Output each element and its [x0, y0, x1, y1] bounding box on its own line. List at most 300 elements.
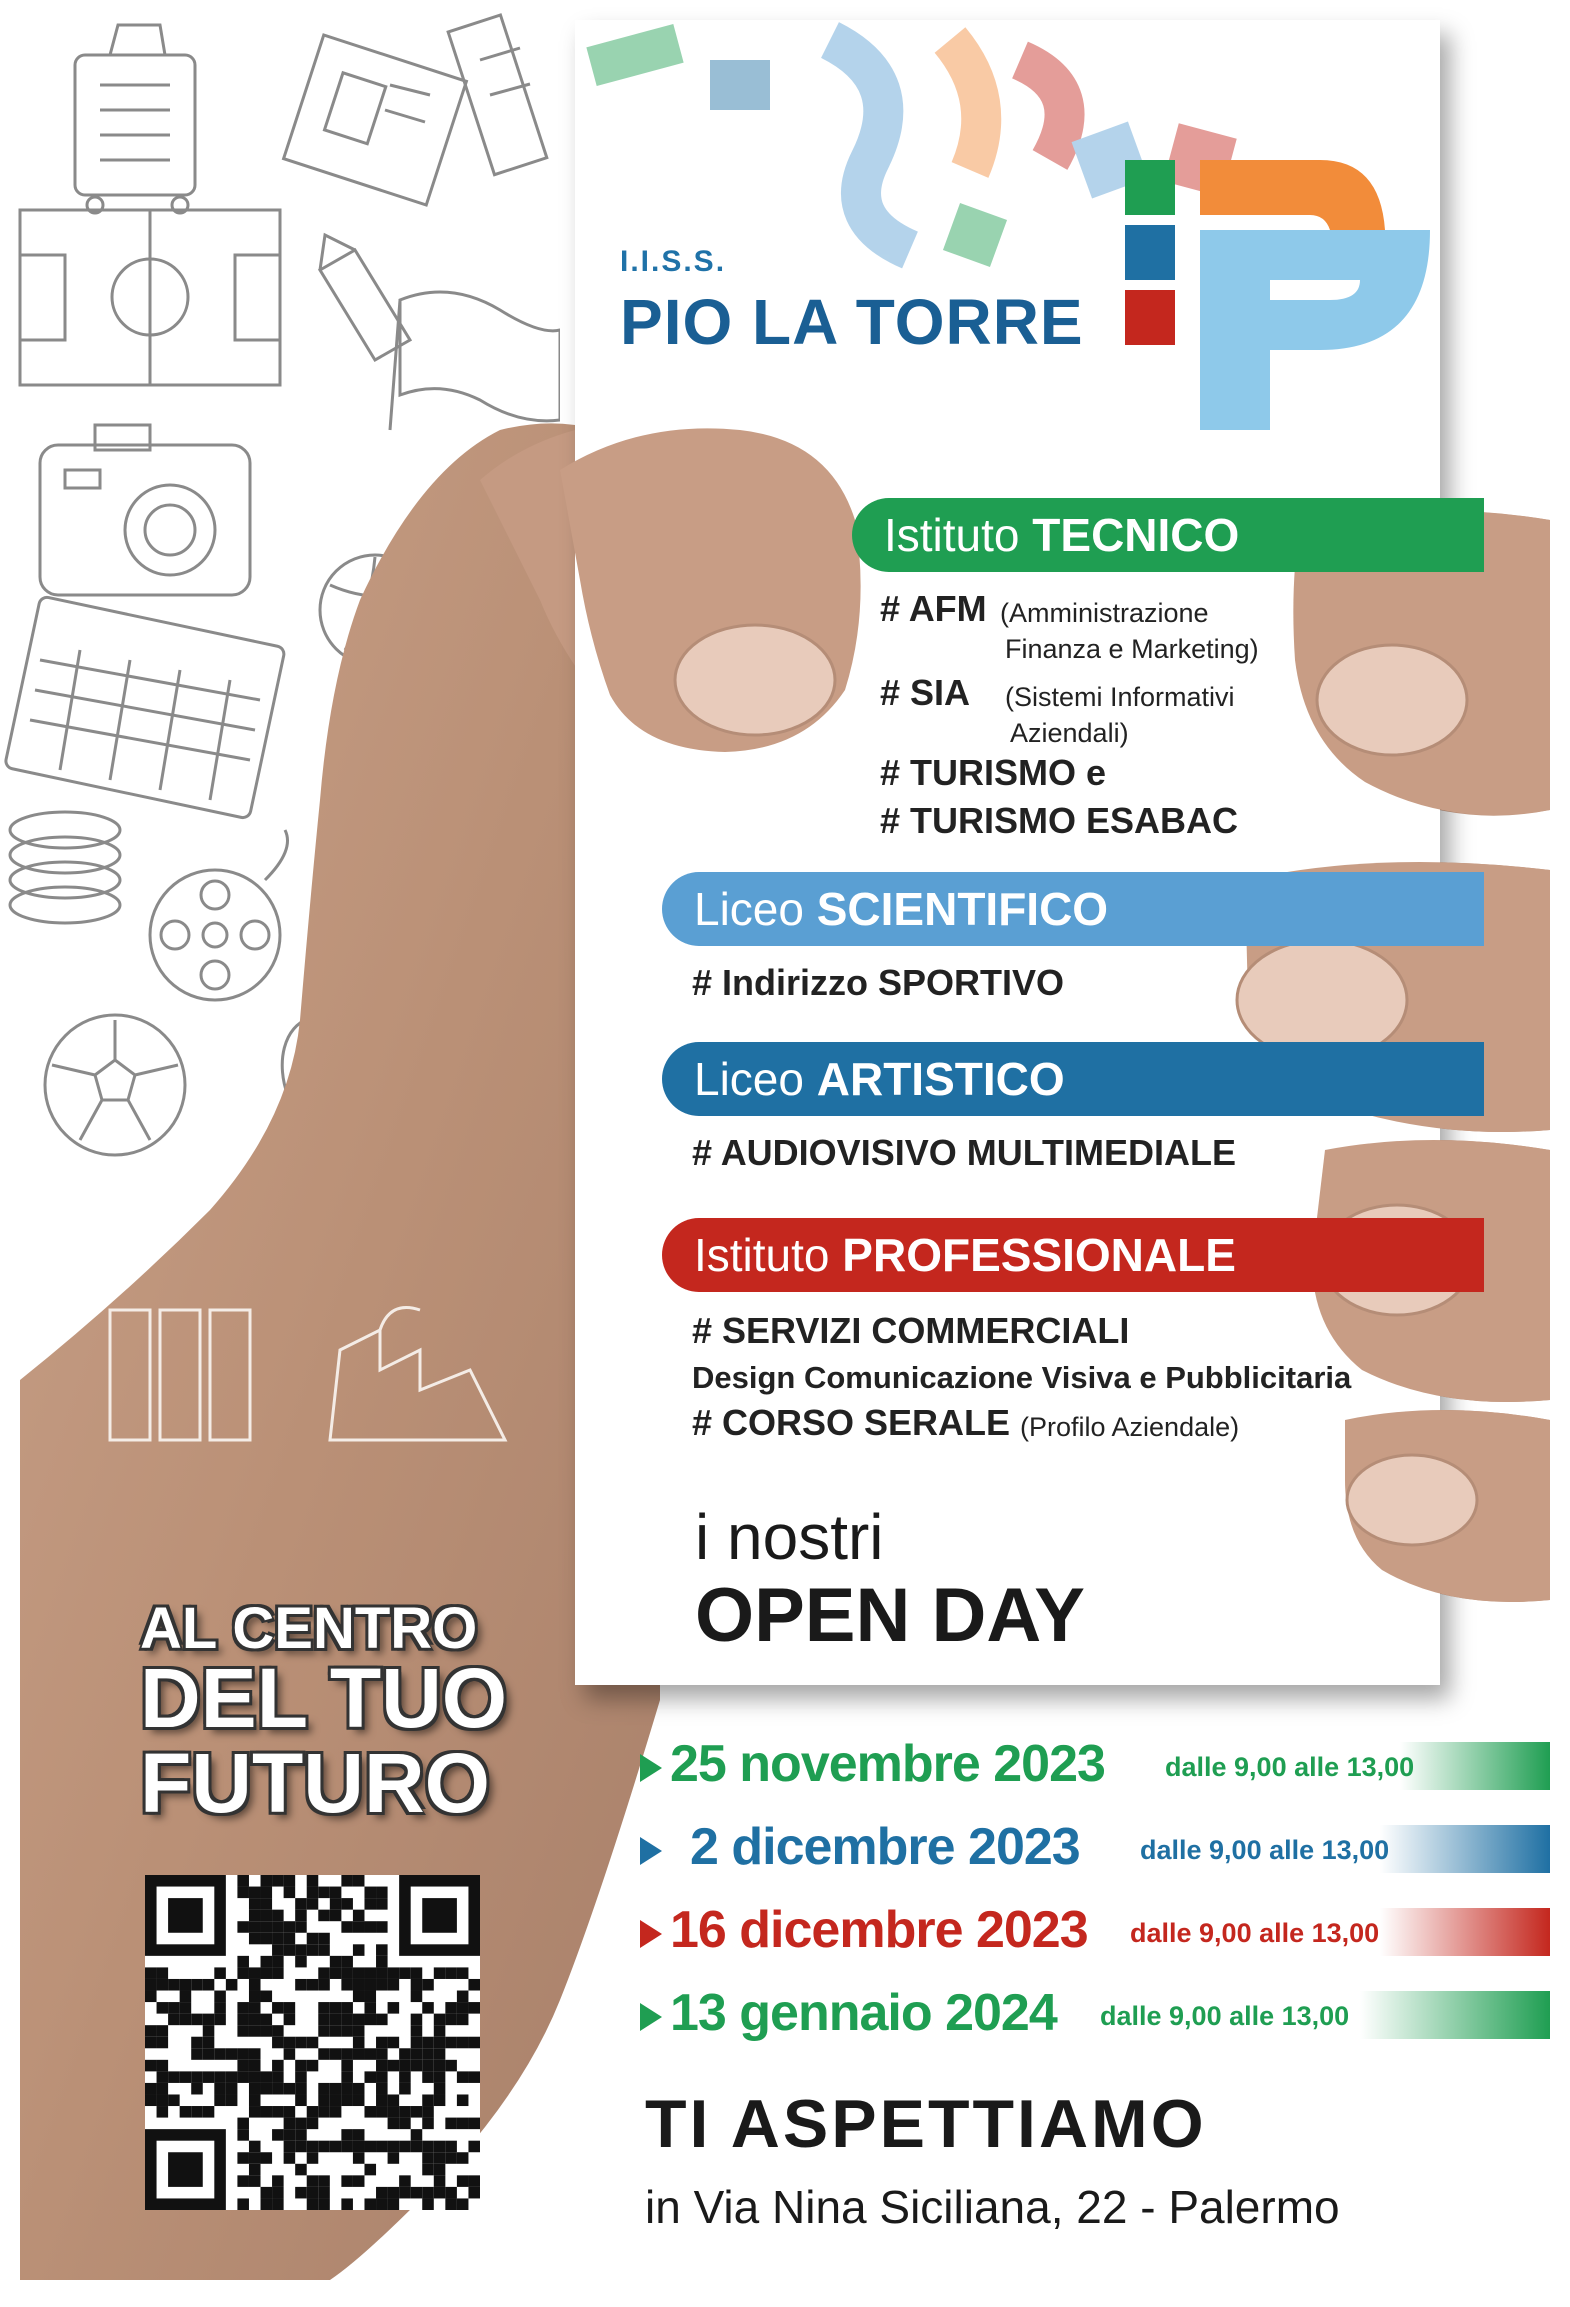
qr-module	[376, 2198, 388, 2210]
qr-module	[468, 2175, 480, 2187]
qr-module	[249, 2094, 261, 2106]
qr-module	[457, 2002, 469, 2014]
qr-module	[145, 1979, 157, 1991]
qr-module	[157, 2060, 169, 2072]
qr-module	[157, 1967, 169, 1979]
qr-module	[445, 2002, 457, 2014]
qr-module	[261, 2083, 273, 2095]
qr-module	[191, 2048, 203, 2060]
qr-module	[422, 2164, 434, 2176]
qr-module	[237, 2071, 249, 2083]
open-day-intro: i nostri	[695, 1501, 884, 1573]
slogan-line-3: FUTURO	[140, 1736, 490, 1830]
qr-module	[157, 2083, 169, 2095]
qr-module	[422, 2094, 434, 2106]
qr-module	[376, 1898, 388, 1910]
qr-module	[237, 2175, 249, 2187]
qr-module	[388, 2002, 400, 2014]
qr-module	[434, 2071, 446, 2083]
qr-module	[376, 1956, 388, 1968]
qr-module	[295, 2164, 307, 2176]
date-text: 2 dicembre 2023	[690, 1818, 1080, 1876]
qr-module	[411, 1979, 423, 1991]
qr-module	[284, 2037, 296, 2049]
qr-module	[272, 2083, 284, 2095]
qr-module	[261, 2071, 273, 2083]
qr-module	[307, 1898, 319, 1910]
qr-module	[330, 2094, 342, 2106]
section-title: ARTISTICO	[816, 1053, 1065, 1105]
qr-module	[376, 2094, 388, 2106]
qr-module	[434, 2175, 446, 2187]
qr-module	[307, 1944, 319, 1956]
qr-module	[295, 1944, 307, 1956]
qr-module	[422, 2002, 434, 2014]
qr-module	[411, 2037, 423, 2049]
qr-module	[422, 2198, 434, 2210]
qr-module	[249, 2048, 261, 2060]
qr-module	[284, 1921, 296, 1933]
qr-module	[307, 2106, 319, 2118]
qr-module	[168, 2014, 180, 2026]
qr-module	[411, 2106, 423, 2118]
qr-module	[168, 2002, 180, 2014]
qr-module	[237, 2048, 249, 2060]
qr-module	[203, 2037, 215, 2049]
qr-module	[341, 1979, 353, 1991]
qr-module	[457, 2071, 469, 2083]
qr-module	[295, 2187, 307, 2199]
qr-module	[191, 2037, 203, 2049]
qr-module	[341, 1898, 353, 1910]
course-afm-note-2: Finanza e Marketing)	[1005, 634, 1259, 664]
qr-module	[318, 2002, 330, 2014]
qr-module	[330, 1967, 342, 1979]
qr-module	[388, 1979, 400, 1991]
qr-module	[237, 1875, 249, 1887]
qr-module	[399, 2083, 411, 2095]
qr-module	[249, 1887, 261, 1899]
qr-module	[353, 2094, 365, 2106]
section-prefix: Liceo	[694, 883, 817, 935]
qr-module	[261, 2187, 273, 2199]
section-prefix: Liceo	[694, 1053, 817, 1105]
qr-module	[249, 1979, 261, 1991]
qr-module	[261, 2152, 273, 2164]
hours-text: dalle 9,00 alle 13,00	[1165, 1752, 1415, 1782]
triangle-icon	[640, 1920, 662, 1948]
qr-module	[295, 2037, 307, 2049]
qr-module	[353, 1979, 365, 1991]
qr-module	[318, 2094, 330, 2106]
qr-module	[295, 2118, 307, 2130]
qr-module	[445, 2141, 457, 2153]
qr-module	[330, 1956, 342, 1968]
qr-module	[318, 1967, 330, 1979]
qr-module	[411, 2141, 423, 2153]
qr-module	[249, 2014, 261, 2026]
qr-module	[191, 2071, 203, 2083]
qr-module	[226, 1979, 238, 1991]
qr-module	[272, 2187, 284, 2199]
date-bar	[1360, 1991, 1550, 2039]
qr-module	[353, 2152, 365, 2164]
qr-module	[364, 2106, 376, 2118]
qr-finder	[168, 1898, 203, 1933]
qr-module	[411, 2014, 423, 2026]
qr-module	[376, 2048, 388, 2060]
qr-module	[261, 1887, 273, 1899]
date-text: 16 dicembre 2023	[670, 1901, 1088, 1959]
qr-module	[203, 2048, 215, 2060]
qr-module	[445, 2152, 457, 2164]
date-row	[640, 1901, 1550, 1959]
section-band-tecnico	[852, 498, 1484, 572]
qr-module	[376, 1921, 388, 1933]
qr-module	[353, 1944, 365, 1956]
qr-module	[399, 2118, 411, 2130]
qr-module	[353, 2025, 365, 2037]
qr-module	[284, 2129, 296, 2141]
course-sia-note-2: Aziendali)	[1010, 718, 1129, 748]
course-audiovisivo: # AUDIOVISIVO MULTIMEDIALE	[692, 1132, 1237, 1173]
qr-module	[445, 2037, 457, 2049]
qr-module	[353, 2014, 365, 2026]
qr-module	[214, 1991, 226, 2003]
qr-module	[330, 2141, 342, 2153]
qr-module	[157, 2094, 169, 2106]
qr-module	[249, 2164, 261, 2176]
qr-module	[237, 2118, 249, 2130]
qr-module	[307, 2187, 319, 2199]
qr-module	[318, 1944, 330, 1956]
qr-module	[353, 1875, 365, 1887]
date-text: 13 gennaio 2024	[670, 1984, 1057, 2042]
qr-module	[376, 2106, 388, 2118]
qr-finder	[422, 1898, 457, 1933]
qr-module	[399, 2141, 411, 2153]
qr-module	[422, 1979, 434, 1991]
qr-module	[411, 1991, 423, 2003]
qr-module	[237, 2060, 249, 2072]
qr-module	[272, 2025, 284, 2037]
qr-module	[168, 2094, 180, 2106]
date-text: 25 novembre 2023	[670, 1735, 1105, 1793]
qr-module	[284, 2141, 296, 2153]
section-title: TECNICO	[1032, 509, 1240, 561]
qr-module	[272, 1875, 284, 1887]
footer-address: in Via Nina Siciliana, 22 - Palermo	[645, 2181, 1340, 2233]
qr-module	[411, 2025, 423, 2037]
qr-module	[203, 1979, 215, 1991]
qr-module	[191, 2014, 203, 2026]
qr-module	[330, 2106, 342, 2118]
qr-module	[422, 2118, 434, 2130]
qr-module	[145, 2083, 157, 2095]
qr-module	[353, 2129, 365, 2141]
qr-module	[307, 2152, 319, 2164]
qr-module	[261, 1910, 273, 1922]
qr-module	[364, 2164, 376, 2176]
qr-module	[376, 2141, 388, 2153]
qr-module	[237, 1956, 249, 1968]
qr-module	[203, 2106, 215, 2118]
school-prefix: I.I.S.S.	[620, 245, 727, 278]
course-sia-note-1: (Sistemi Informativi	[1005, 682, 1235, 712]
qr-module	[330, 1898, 342, 1910]
qr-module	[330, 2083, 342, 2095]
qr-module	[261, 1898, 273, 1910]
qr-module	[203, 2014, 215, 2026]
qr-module	[226, 2071, 238, 2083]
footer-title: TI ASPETTIAMO	[645, 2086, 1207, 2162]
qr-module	[376, 2060, 388, 2072]
qr-module	[157, 1979, 169, 1991]
qr-module	[376, 2014, 388, 2026]
qr-module	[457, 2152, 469, 2164]
qr-module	[457, 1991, 469, 2003]
qr-module	[145, 2094, 157, 2106]
qr-module	[468, 2071, 480, 2083]
date-row	[640, 1818, 1550, 1876]
qr-module	[249, 1933, 261, 1945]
qr-module	[341, 2048, 353, 2060]
qr-module	[272, 1944, 284, 1956]
qr-module	[445, 2014, 457, 2026]
qr-module	[341, 1956, 353, 1968]
qr-module	[422, 2152, 434, 2164]
qr-module	[411, 2187, 423, 2199]
qr-module	[272, 1910, 284, 1922]
qr-module	[411, 2129, 423, 2141]
qr-module	[341, 2025, 353, 2037]
qr-module	[203, 2071, 215, 2083]
qr-module	[468, 2187, 480, 2199]
qr-module	[318, 2048, 330, 2060]
qr-module	[145, 2060, 157, 2072]
qr-module	[364, 1979, 376, 1991]
qr-module	[388, 2094, 400, 2106]
qr-module	[364, 2048, 376, 2060]
qr-module	[318, 2014, 330, 2026]
section-prefix: Istituto	[694, 1229, 843, 1281]
qr-module	[284, 2014, 296, 2026]
qr-module	[330, 2014, 342, 2026]
qr-module	[249, 2141, 261, 2153]
course-servizi-commerciali: # SERVIZI COMMERCIALI	[692, 1310, 1130, 1351]
qr-module	[330, 2025, 342, 2037]
qr-module	[249, 2083, 261, 2095]
qr-module	[434, 2141, 446, 2153]
date-row	[640, 1735, 1550, 1793]
qr-module	[445, 2187, 457, 2199]
qr-module	[237, 2014, 249, 2026]
qr-module	[353, 2048, 365, 2060]
qr-module	[249, 2071, 261, 2083]
qr-module	[318, 2198, 330, 2210]
qr-module	[261, 2106, 273, 2118]
qr-module	[445, 2118, 457, 2130]
qr-module	[353, 1967, 365, 1979]
qr-module	[295, 1956, 307, 1968]
qr-module	[214, 2094, 226, 2106]
qr-module	[457, 2094, 469, 2106]
triangle-icon	[640, 1837, 662, 1865]
school-name: PIO LA TORRE	[620, 286, 1084, 358]
qr-module	[422, 2060, 434, 2072]
section-band-scientifico	[662, 872, 1484, 946]
qr-module	[445, 2198, 457, 2210]
course-sportivo: # Indirizzo SPORTIVO	[692, 962, 1065, 1003]
qr-module	[353, 2037, 365, 2049]
qr-module	[249, 1921, 261, 1933]
qr-module	[237, 2152, 249, 2164]
qr-module	[295, 1910, 307, 1922]
qr-module	[145, 2037, 157, 2049]
qr-module	[261, 1967, 273, 1979]
qr-module	[388, 2060, 400, 2072]
qr-module	[249, 2025, 261, 2037]
qr-module	[180, 2106, 192, 2118]
qr-module	[191, 1979, 203, 1991]
qr-module	[399, 2175, 411, 2187]
qr-module	[330, 1910, 342, 1922]
qr-module	[295, 2129, 307, 2141]
qr-module	[272, 2175, 284, 2187]
qr-module	[388, 2037, 400, 2049]
qr-module	[249, 1991, 261, 2003]
qr-module	[341, 2083, 353, 2095]
qr-module	[341, 1967, 353, 1979]
qr-module	[226, 2048, 238, 2060]
course-serale: # CORSO SERALE	[692, 1402, 1011, 1443]
qr-module	[399, 2071, 411, 2083]
qr-module	[284, 2002, 296, 2014]
qr-module	[295, 1979, 307, 1991]
qr-module	[307, 2060, 319, 2072]
qr-module	[364, 2002, 376, 2014]
qr-module	[434, 2187, 446, 2199]
qr-module	[191, 2106, 203, 2118]
course-turismo-esabac: # TURISMO ESABAC	[880, 800, 1239, 841]
qr-module	[468, 2141, 480, 2153]
qr-module	[180, 2014, 192, 2026]
qr-module	[434, 1967, 446, 1979]
section-band-artistico	[662, 1042, 1484, 1116]
qr-module	[307, 2141, 319, 2153]
qr-module	[411, 2048, 423, 2060]
date-bar	[1400, 1742, 1550, 1790]
qr-module	[249, 2060, 261, 2072]
qr-module	[434, 2083, 446, 2095]
qr-module	[399, 2187, 411, 2199]
qr-module	[318, 2025, 330, 2037]
qr-module	[295, 2060, 307, 2072]
qr-module	[353, 2083, 365, 2095]
qr-module	[237, 1921, 249, 1933]
qr-module	[457, 2175, 469, 2187]
qr-module	[284, 2083, 296, 2095]
qr-module	[376, 1967, 388, 1979]
qr-module	[399, 2060, 411, 2072]
qr-module	[388, 2106, 400, 2118]
qr-module	[376, 2187, 388, 2199]
qr-module	[457, 2118, 469, 2130]
qr-module	[284, 2106, 296, 2118]
qr-module	[180, 1979, 192, 1991]
qr-module	[272, 2060, 284, 2072]
qr-module	[341, 2129, 353, 2141]
qr-module	[468, 1979, 480, 1991]
qr-module	[272, 1921, 284, 1933]
qr-module	[237, 2002, 249, 2014]
qr-module	[261, 2025, 273, 2037]
qr-module	[295, 1898, 307, 1910]
qr-module	[457, 1967, 469, 1979]
qr-module	[214, 2083, 226, 2095]
qr-module	[237, 1967, 249, 1979]
date-bar	[1380, 1908, 1550, 1956]
qr-module	[445, 1967, 457, 1979]
qr-module	[157, 2025, 169, 2037]
qr-module	[237, 2025, 249, 2037]
qr-module	[353, 1991, 365, 2003]
qr-module	[468, 2118, 480, 2130]
qr-module	[261, 1933, 273, 1945]
qr-module	[272, 1933, 284, 1945]
qr-module	[376, 1887, 388, 1899]
qr-module	[191, 2083, 203, 2095]
qr-module	[434, 2037, 446, 2049]
qr-module	[422, 2106, 434, 2118]
qr-module	[376, 2083, 388, 2095]
qr-module	[422, 2187, 434, 2199]
qr-module	[261, 2014, 273, 2026]
qr-module	[341, 2094, 353, 2106]
qr-module	[434, 2025, 446, 2037]
qr-module	[272, 1956, 284, 1968]
qr-module	[157, 2106, 169, 2118]
qr-module	[272, 2198, 284, 2210]
qr-module	[180, 2002, 192, 2014]
qr-module	[226, 2094, 238, 2106]
qr-module	[388, 1967, 400, 1979]
qr-module	[307, 1875, 319, 1887]
qr-module	[318, 2187, 330, 2199]
qr-module	[284, 2048, 296, 2060]
qr-module	[411, 1967, 423, 1979]
slogan-line-1: AL CENTRO	[140, 1596, 478, 1661]
qr-module	[341, 2002, 353, 2014]
qr-module	[468, 2037, 480, 2049]
qr-module	[434, 2014, 446, 2026]
qr-module	[214, 2048, 226, 2060]
qr-module	[203, 2025, 215, 2037]
qr-module	[307, 2037, 319, 2049]
qr-module	[318, 2141, 330, 2153]
qr-module	[364, 2198, 376, 2210]
qr-module	[249, 1910, 261, 1922]
qr-module	[330, 2002, 342, 2014]
qr-module	[376, 2071, 388, 2083]
qr-module	[237, 1887, 249, 1899]
qr-module	[318, 1887, 330, 1899]
qr-module	[145, 1991, 157, 2003]
qr-module	[261, 2198, 273, 2210]
qr-module	[272, 2106, 284, 2118]
date-row	[640, 1984, 1550, 2042]
hours-text: dalle 9,00 alle 13,00	[1140, 1835, 1390, 1865]
